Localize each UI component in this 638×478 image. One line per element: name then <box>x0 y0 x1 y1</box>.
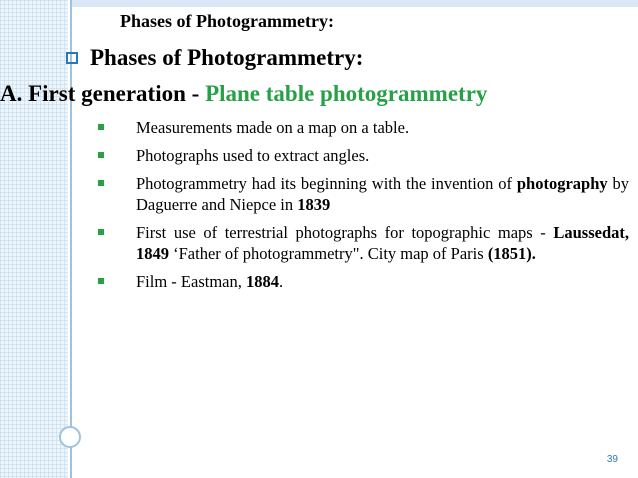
bullet-item <box>92 173 629 215</box>
circle-ornament <box>59 426 81 448</box>
slide-subtitle <box>0 81 487 107</box>
vertical-rule <box>70 0 72 478</box>
bullet-text: Measurements made on a map on a table. <box>136 118 410 137</box>
bullet-item <box>92 145 629 166</box>
square-bullet-icon <box>98 180 104 186</box>
slide-header: Phases of Photogrammetry: <box>120 11 334 31</box>
bullet-bold-text: 1884 <box>246 272 279 291</box>
bullet-text: First use of terrestrial photographs for topographic maps - <box>136 223 554 242</box>
bullet-bold-text: (1851). <box>487 244 536 263</box>
slide-title <box>66 45 363 71</box>
bullet-item <box>92 222 629 264</box>
bullet-text: ‘Father of photogrammetry". City map of Paris <box>169 244 488 263</box>
square-bullet-icon <box>98 124 104 130</box>
bullet-item <box>92 117 629 138</box>
square-bullet-icon <box>98 229 104 235</box>
bullet-item <box>92 271 629 292</box>
bullet-bold-text: 1839 <box>297 195 331 214</box>
subtitle-dash: - <box>185 81 206 106</box>
bullet-list <box>92 117 629 299</box>
bullet-text: by Daguerre and Niepce in <box>136 174 629 214</box>
top-band <box>72 0 638 7</box>
square-bullet-icon <box>98 278 104 284</box>
bullet-bold-text: photography <box>516 174 608 193</box>
subtitle-highlight: Plane table photogrammetry <box>205 81 488 106</box>
square-bullet-icon <box>98 152 104 158</box>
bullet-text: Photogrammetry had its beginning with the invention of <box>136 174 517 193</box>
bullet-text: Photographs used to extract angles. <box>136 146 370 165</box>
slide-title-text: Phases of Photogrammetry: <box>90 45 364 70</box>
checkbox-bullet-icon <box>66 52 78 64</box>
bullet-text: . <box>279 272 284 291</box>
bullet-bold-text: Laussedat, 1849 <box>136 223 629 263</box>
page-number: 39 <box>606 454 618 465</box>
bullet-text: Film - Eastman, <box>136 272 246 291</box>
subtitle-prefix: A. First generation <box>0 81 186 106</box>
